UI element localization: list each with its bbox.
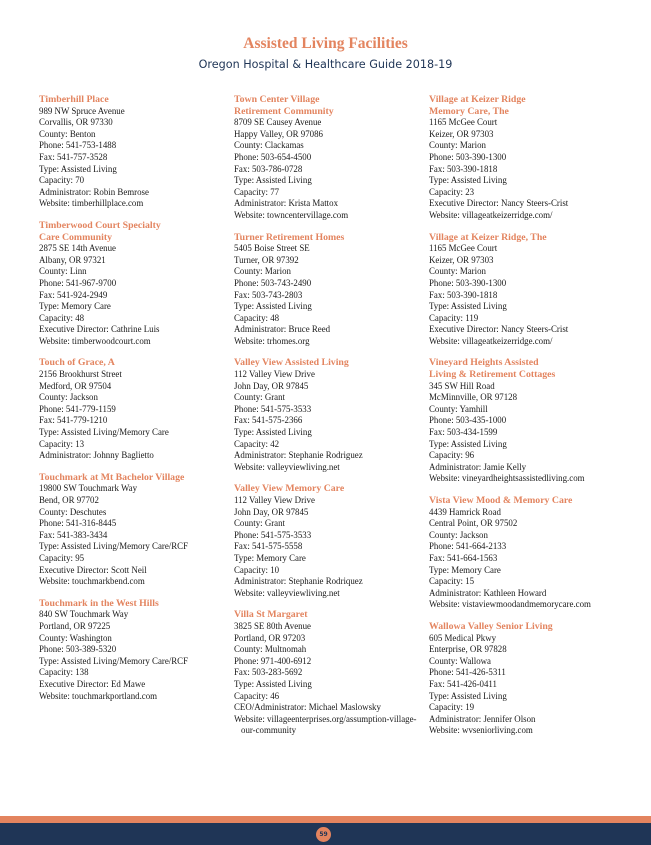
- column-1: [39, 94, 229, 712]
- facility-county: County: Deschutes: [39, 506, 107, 517]
- facility-fax: Fax: 541-779-1210: [39, 415, 108, 426]
- facility-phone: Phone: 541-664-2133: [429, 541, 507, 552]
- facility-county: County: Jackson: [429, 529, 488, 540]
- facility-fax: Fax: 503-434-1599: [429, 427, 498, 438]
- facility-capacity: Capacity: 48: [234, 312, 280, 323]
- facility-entry: [39, 472, 229, 588]
- facility-county: County: Linn: [39, 266, 87, 277]
- facility-entry: [429, 232, 619, 348]
- facility-name: Retirement Community: [234, 105, 334, 117]
- facility-contact: CEO/Administrator: Michael Maslowsky: [234, 702, 381, 713]
- facility-city: Medford, OR 97504: [39, 380, 112, 391]
- facility-contact: Executive Director: Cathrine Luis: [39, 324, 160, 335]
- facility-city: Albany, OR 97321: [39, 254, 106, 265]
- facility-capacity: Capacity: 42: [234, 438, 280, 449]
- facility-type: Type: Assisted Living: [429, 175, 507, 186]
- facility-name: Timberhill Place: [39, 94, 109, 105]
- facility-fax: Fax: 503-390-1818: [429, 289, 498, 300]
- facility-contact: Administrator: Bruce Reed: [234, 324, 331, 335]
- facility-name: Touchmark at Mt Bachelor Village: [39, 471, 185, 483]
- facility-contact: Executive Director: Nancy Steers-Crist: [429, 324, 569, 335]
- facility-name: Vineyard Heights Assisted: [429, 357, 539, 369]
- facility-website: Website: touchmarkbend.com: [39, 576, 145, 587]
- facility-phone: Phone: 541-575-3533: [234, 403, 312, 414]
- facility-capacity: Capacity: 46: [234, 690, 280, 701]
- facility-county: County: Yamhill: [429, 403, 488, 414]
- facility-entry: [39, 357, 229, 461]
- facility-name: Memory Care, The: [429, 105, 509, 117]
- facility-phone: Phone: 503-390-1300: [429, 151, 507, 162]
- page-number-badge: 59: [316, 827, 331, 842]
- facility-city: Bend, OR 97702: [39, 495, 99, 505]
- facility-website: Website: villageatkeizerridge.com/: [429, 335, 553, 346]
- facility-contact: Administrator: Jennifer Olson: [429, 713, 536, 724]
- facility-entry: [39, 94, 229, 210]
- facility-contact: Administrator: Stephanie Rodriguez: [234, 450, 363, 461]
- facility-type: Type: Memory Care: [429, 564, 501, 575]
- facility-capacity: Capacity: 119: [429, 312, 479, 323]
- facility-street: 3825 SE 80th Avenue: [234, 620, 311, 631]
- facility-street: 5405 Boise Street SE: [234, 243, 310, 254]
- facility-entry: [234, 357, 424, 473]
- facility-street: 8709 SE Causey Avenue: [234, 117, 322, 128]
- column-2: [234, 94, 424, 747]
- facility-type: Type: Assisted Living/Memory Care: [39, 427, 169, 438]
- facility-name: Village at Keizer Ridge, The: [429, 231, 547, 243]
- facility-capacity: Capacity: 10: [234, 564, 280, 575]
- page-title: Assisted Living Facilities: [243, 35, 408, 52]
- facility-contact: Administrator: Krista Mattox: [234, 198, 339, 209]
- facility-city: Enterprise, OR 97828: [429, 644, 507, 655]
- facility-entry: [429, 621, 619, 737]
- facility-website: Website: timberwoodcourt.com: [39, 335, 151, 346]
- page-subtitle: Oregon Hospital & Healthcare Guide 2018-19: [198, 58, 453, 71]
- facility-street: 989 NW Spruce Avenue: [39, 105, 125, 116]
- facility-type: Type: Memory Care: [234, 552, 306, 563]
- facility-website: Website: timberhillplace.com: [39, 198, 144, 209]
- facility-fax: Fax: 503-283-5692: [234, 667, 303, 678]
- facility-name: Wallowa Valley Senior Living: [429, 620, 553, 632]
- facility-type: Type: Assisted Living: [429, 301, 507, 312]
- facility-name: Valley View Memory Care: [234, 483, 345, 495]
- facility-phone: Phone: 503-654-4500: [234, 151, 312, 162]
- facility-type: Type: Assisted Living: [234, 301, 312, 312]
- facility-city: Happy Valley, OR 97086: [234, 128, 323, 139]
- facility-website: Website: wvseniorliving.com: [429, 725, 533, 736]
- facility-contact: Administrator: Stephanie Rodriquez: [234, 576, 363, 587]
- facility-phone: Phone: 541-426-5311: [429, 667, 506, 678]
- facility-county: County: Benton: [39, 128, 96, 139]
- facility-type: Type: Assisted Living/Memory Care/RCF: [39, 655, 189, 666]
- facility-capacity: Capacity: 96: [429, 450, 475, 461]
- facility-name: Turner Retirement Homes: [234, 231, 345, 243]
- facility-entry: [429, 495, 619, 611]
- facility-type: Type: Assisted Living: [429, 690, 507, 701]
- facility-street: 840 SW Touchmark Way: [39, 609, 129, 620]
- facility-street: 112 Valley View Drive: [234, 369, 315, 380]
- facility-contact: Administrator: Robin Bemrose: [39, 186, 149, 197]
- facility-website: Website: towncentervillage.com: [234, 209, 349, 220]
- facility-website: Website: valleyviewliving.net: [234, 587, 340, 598]
- facility-listing: [39, 94, 629, 814]
- facility-website: Website: villageatkeizerridge.com/: [429, 209, 553, 220]
- facility-county: County: Clackamas: [234, 140, 304, 151]
- facility-phone: Phone: 503-390-1300: [429, 277, 507, 288]
- facility-entry: [429, 357, 619, 485]
- facility-name: Village at Keizer Ridge: [429, 94, 526, 105]
- facility-county: County: Grant: [234, 518, 286, 529]
- facility-street: 2156 Brookhurst Street: [39, 369, 122, 380]
- facility-capacity: Capacity: 13: [39, 438, 85, 449]
- facility-contact: Executive Director: Scott Neil: [39, 564, 147, 575]
- facility-street: 19800 SW Touchmark Way: [39, 483, 138, 494]
- facility-capacity: Capacity: 77: [234, 186, 280, 197]
- facility-county: County: Marion: [429, 140, 486, 151]
- facility-county: County: Multnomah: [234, 644, 307, 655]
- facility-entry: [39, 220, 229, 348]
- facility-name: Town Center Village: [234, 94, 320, 105]
- facility-city: Portland, OR 97203: [234, 632, 306, 643]
- facility-capacity: Capacity: 48: [39, 312, 85, 323]
- facility-capacity: Capacity: 138: [39, 667, 89, 678]
- facility-name: Touchmark in the West Hills: [39, 597, 159, 609]
- facility-city: Portland, OR 97225: [39, 620, 111, 631]
- facility-contact: Administrator: Jamie Kelly: [429, 461, 527, 472]
- facility-name: Care Community: [39, 231, 113, 243]
- facility-phone: Phone: 541-779-1159: [39, 403, 116, 414]
- facility-fax: Fax: 503-786-0728: [234, 163, 303, 174]
- facility-phone: Phone: 971-400-6912: [234, 655, 312, 666]
- facility-entry: [234, 94, 424, 222]
- facility-capacity: Capacity: 70: [39, 175, 85, 186]
- facility-street: 1165 McGee Court: [429, 117, 498, 128]
- facility-type: Type: Assisted Living: [39, 163, 117, 174]
- facility-capacity: Capacity: 15: [429, 576, 475, 587]
- facility-street: 112 Valley View Drive: [234, 495, 315, 505]
- facility-city: Corvallis, OR 97330: [39, 117, 113, 128]
- facility-street: 345 SW Hill Road: [429, 380, 495, 391]
- facility-name: Villa St Margaret: [234, 609, 308, 621]
- facility-phone: Phone: 541-967-9700: [39, 277, 117, 288]
- facility-city: Keizer, OR 97303: [429, 128, 494, 139]
- facility-name: Touch of Grace, A: [39, 357, 115, 369]
- facility-name: Living & Retirement Cottages: [429, 369, 556, 381]
- facility-county: County: Marion: [429, 266, 486, 277]
- facility-contact: Executive Director: Ed Mawe: [39, 678, 146, 689]
- facility-capacity: Capacity: 19: [429, 702, 475, 713]
- column-3: [429, 94, 619, 747]
- footer-accent-stripe: [0, 816, 651, 823]
- facility-fax: Fax: 541-664-1563: [429, 552, 498, 563]
- facility-county: County: Jackson: [39, 392, 98, 403]
- facility-website: Website: valleyviewliving.net: [234, 461, 340, 472]
- facility-fax: Fax: 541-924-2949: [39, 289, 108, 300]
- facility-city: Keizer, OR 97303: [429, 254, 494, 265]
- facility-entry: [429, 94, 619, 222]
- facility-fax: Fax: 541-757-3528: [39, 151, 108, 162]
- facility-contact: Administrator: Kathleen Howard: [429, 587, 547, 598]
- facility-entry: [234, 609, 424, 737]
- facility-contact: Administrator: Johnny Baglietto: [39, 450, 154, 461]
- facility-website: Website: villageenterprises.org/assumption-village-our-community: [234, 713, 417, 736]
- page-header: [0, 34, 651, 73]
- facility-city: John Day, OR 97845: [234, 380, 309, 391]
- facility-fax: Fax: 541-383-3434: [39, 529, 108, 540]
- facility-street: 4439 Hamrick Road: [429, 506, 501, 517]
- facility-fax: Fax: 541-575-5558: [234, 541, 303, 552]
- facility-fax: Fax: 541-575-2366: [234, 415, 303, 426]
- facility-county: County: Washington: [39, 632, 112, 643]
- facility-county: County: Marion: [234, 266, 291, 277]
- facility-phone: Phone: 503-389-5320: [39, 644, 117, 655]
- facility-name: Vista View Mood & Memory Care: [429, 495, 573, 506]
- facility-phone: Phone: 541-316-8445: [39, 518, 117, 529]
- facility-type: Type: Assisted Living/Memory Care/RCF: [39, 541, 189, 552]
- facility-city: Central Point, OR 97502: [429, 518, 518, 529]
- facility-street: 2875 SE 14th Avenue: [39, 243, 116, 254]
- facility-phone: Phone: 541-753-1488: [39, 140, 117, 151]
- facility-fax: Fax: 541-426-0411: [429, 678, 497, 689]
- facility-type: Type: Assisted Living: [429, 438, 507, 449]
- facility-city: McMinnville, OR 97128: [429, 392, 518, 403]
- facility-contact: Executive Director: Nancy Steers-Crist: [429, 198, 569, 209]
- facility-phone: Phone: 503-743-2490: [234, 277, 312, 288]
- facility-website: Website: vistaviewmoodandmemorycare.com: [429, 599, 591, 610]
- facility-fax: Fax: 503-390-1818: [429, 163, 498, 174]
- facility-fax: Fax: 503-743-2803: [234, 289, 303, 300]
- facility-street: 1165 McGee Court: [429, 243, 498, 254]
- facility-entry: [234, 483, 424, 599]
- facility-capacity: Capacity: 95: [39, 552, 85, 563]
- facility-type: Type: Assisted Living: [234, 678, 312, 689]
- facility-type: Type: Memory Care: [39, 301, 111, 312]
- facility-name: Valley View Assisted Living: [234, 357, 349, 369]
- facility-phone: Phone: 503-435-1000: [429, 415, 507, 426]
- facility-capacity: Capacity: 23: [429, 186, 475, 197]
- facility-entry: [39, 598, 229, 702]
- facility-website: Website: trhomes.org: [234, 335, 310, 346]
- facility-city: Turner, OR 97392: [234, 254, 299, 265]
- facility-county: County: Grant: [234, 392, 286, 403]
- facility-county: County: Wallowa: [429, 655, 491, 666]
- facility-city: John Day, OR 97845: [234, 506, 309, 517]
- facility-type: Type: Assisted Living: [234, 427, 312, 438]
- facility-name: Timberwood Court Specialty: [39, 219, 161, 231]
- facility-website: Website: vineyardheightsassistedliving.com: [429, 473, 585, 484]
- facility-phone: Phone: 541-575-3533: [234, 529, 312, 540]
- facility-type: Type: Assisted Living: [234, 175, 312, 186]
- facility-street: 605 Medical Pkwy: [429, 632, 497, 643]
- facility-entry: [234, 232, 424, 348]
- facility-website: Website: touchmarkportland.com: [39, 690, 158, 701]
